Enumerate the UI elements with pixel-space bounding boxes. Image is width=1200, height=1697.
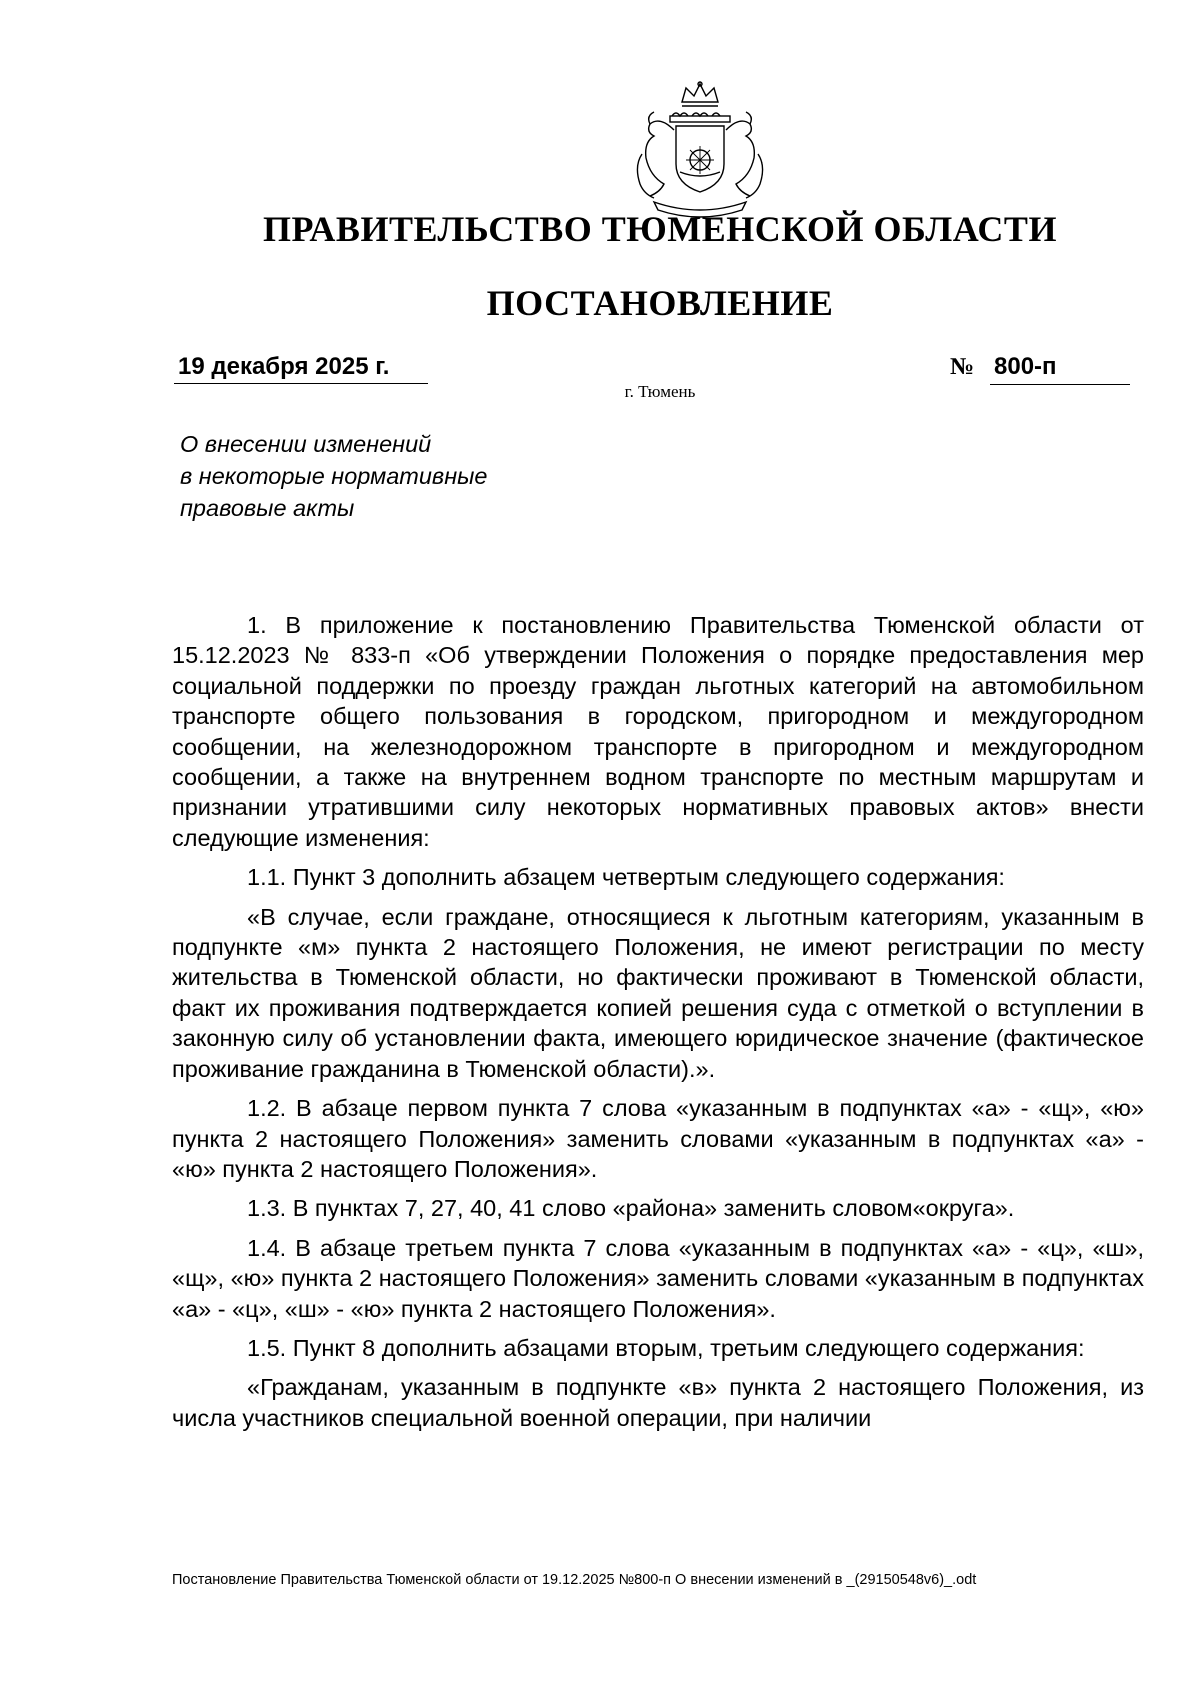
document-subject [180,428,600,524]
body-paragraph: «Гражданам, указанным в подпункте «в» пункта 2 настоящего Положения, из числа участников специальной военной операции, при наличии [172,1374,1144,1431]
body-paragraph: 1.3. В пунктах 7, 27, 40, 41 слово «района» заменить словом«округа». [247,1195,1015,1222]
subject-line: в некоторые нормативные [180,463,488,489]
body-paragraph: 1.2. В абзаце первом пункта 7 слова «указанным в подпунктах «а» - «щ», «ю» пункта 2 настоящего Положения» заменить словами «указанным в подпунктах «а» - «ю» пункта 2 настоящего Положения». [172,1095,1144,1182]
body-paragraph: 1.1. Пункт 3 дополнить абзацем четвертым следующего содержания: [247,864,1005,891]
body-paragraph: «В случае, если граждане, относящиеся к льготным категориям, указанным в подпункте «м» пункта 2 настоящего Положения, не имеют регистрации по месту жительства в Тюменской области, но фактически проживают в Тюменской области, факт их проживания подтверждается копией решения суда с отметкой о вступлении в законную силу об установлении факта, имеющего юридическое значение (фактическое проживание гражданина в Тюменской области).». [172,903,1144,1082]
body-paragraph: 1.5. Пункт 8 дополнить абзацами вторым, третьим следующего содержания: [247,1334,1085,1361]
page-footer: Постановление Правительства Тюменской области от 19.12.2025 №800-п О внесении изменений в _(29150548v6)_.odt [172,1572,977,1588]
body-paragraph: 1.4. В абзаце третьем пункта 7 слова «указанным в подпунктах «а» - «ц», «ш», «щ», «ю» пункта 2 настоящего Положения» заменить словами «указанным в подпунктах «а» - «ц», «ш» - «ю» пункта 2 настоящего Положения». [172,1234,1144,1322]
city-name: г. Тюмень [624,382,696,401]
document-date: 19 декабря 2025 г. [174,350,428,384]
document-body [172,610,1144,1442]
government-title: ПРАВИТЕЛЬСТВО ТЮМЕНСКОЙ ОБЛАСТИ [263,209,1057,249]
number-sign: № [950,354,975,380]
body-paragraph: 1. В приложение к постановлению Правительства Тюменской области от 15.12.2023 № 833-п «Об утверждении Положения о порядке предоставления мер социальной поддержки по проезду граждан льготных категорий на автомобильном транспорте общего пользования в городском, пригородном и междугородном сообщении, на железнодорожном транспорте в пригородном и междугородном сообщении, а также на внутреннем водном транспорте по местным маршрутам и признании утратившими силу некоторых нормативных правовых актов» внести следующие изменения: [172,612,1144,851]
document-type-heading: ПОСТАНОВЛЕНИЕ [486,283,834,323]
subject-line: правовые акты [180,495,355,521]
document-number-field [950,350,1130,384]
document-number: 800-п [990,350,1130,385]
subject-line: О внесении изменений [180,431,432,457]
coat-of-arms-emblem [620,80,780,220]
